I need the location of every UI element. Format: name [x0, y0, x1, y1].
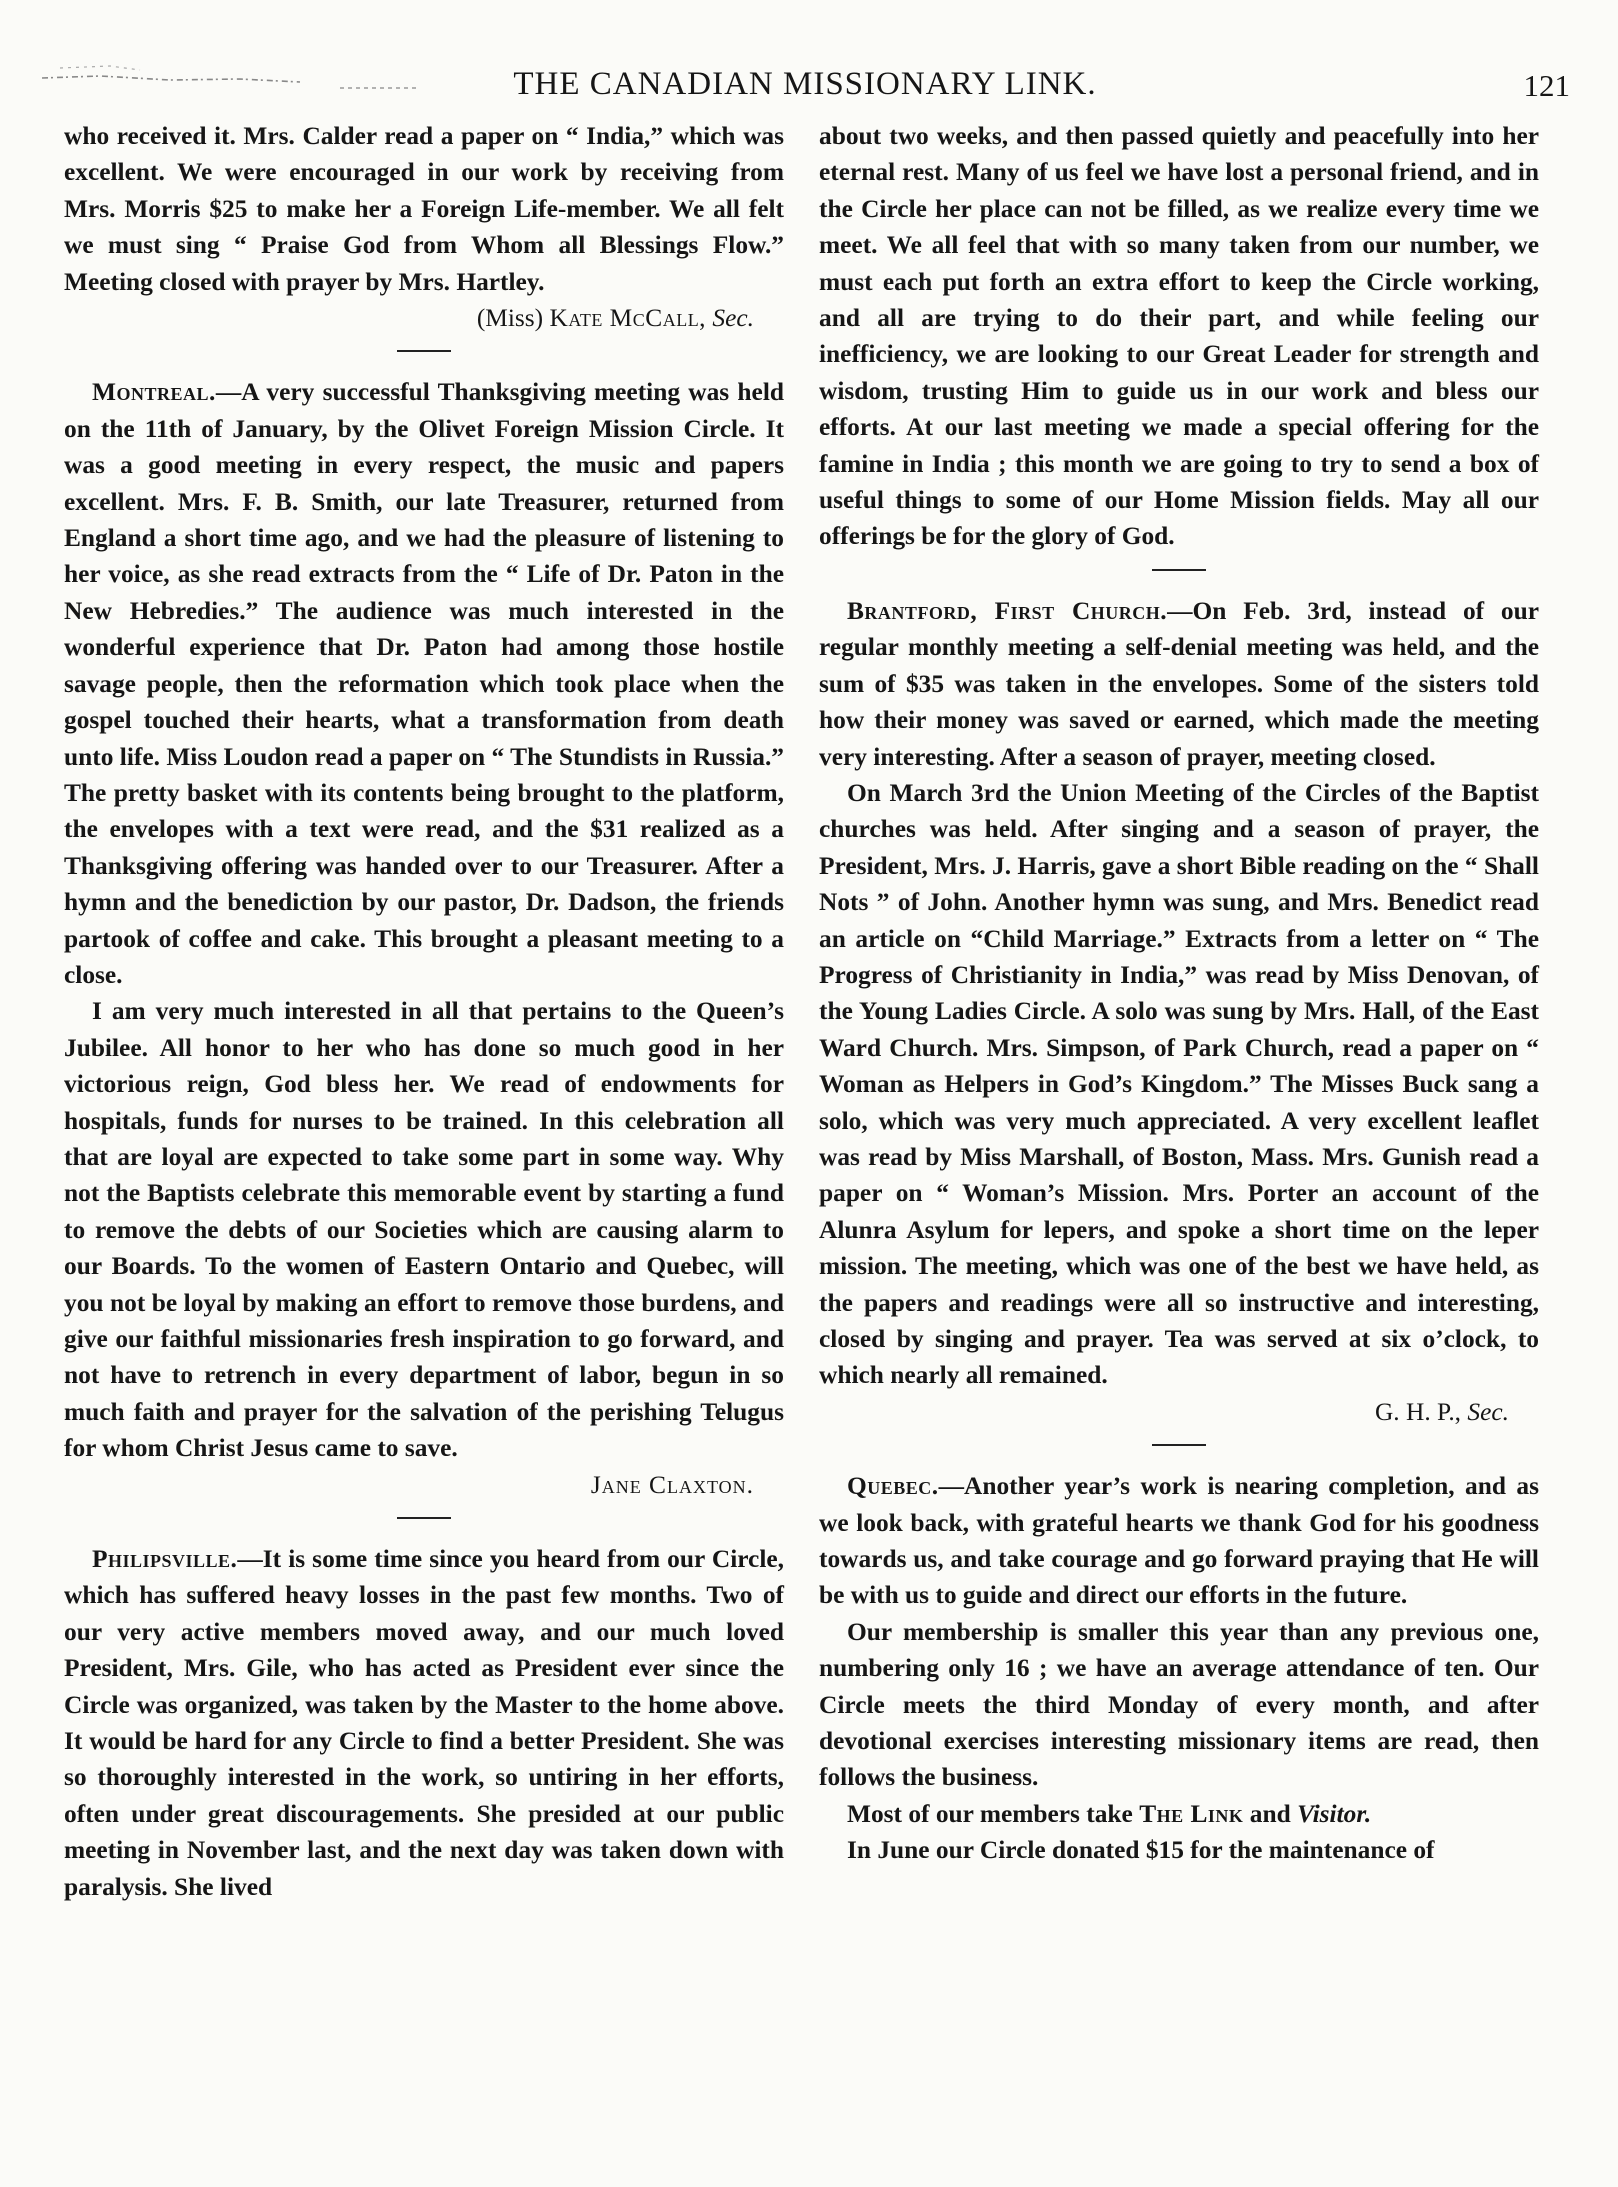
section-divider: [1152, 569, 1206, 571]
place-heading-quebec: Quebec.: [847, 1472, 939, 1501]
section-divider: [397, 1517, 451, 1519]
signature-name: G. H. P.,: [1374, 1397, 1462, 1426]
signature-prefix: (Miss): [476, 304, 544, 333]
publication-visitor: Visitor.: [1297, 1799, 1372, 1828]
page-header: [40, 62, 1570, 112]
place-heading-montreal: Montreal.: [92, 378, 216, 407]
philipsville-text: —It is some time since you heard from our Circle, which has suffered heavy losses in the past few months. Two of our very active members moved away, and our much loved President, Mrs. Gile, who has acted as President ever since the Circle was organized, was taken by the Master to the home above. It would be hard for any Circle to find a better President. She was so thoroughly interested in the work, so untiring in her efforts, often under great discouragements. She presided at our public meeting in November last, and the next day was taken down with paralysis. She lived: [64, 1545, 784, 1901]
paragraph-montreal: [64, 374, 784, 993]
signature-mccall: [64, 300, 784, 336]
journal-title: THE CANADIAN MISSIONARY LINK.: [513, 66, 1097, 102]
paragraph-members-subscriptions: [819, 1796, 1539, 1832]
signature-role: Sec.: [712, 304, 754, 333]
paragraph-calder: who received it. Mrs. Calder read a paper on “ India,” which was excellent. We were encouraged in our work by receiving from Mrs. Morris $25 to make her a Foreign Life-member. We all felt we must sing “ Praise God from Whom all Blessings Flow.” Meeting closed with prayer by Mrs. Hartley.: [64, 122, 784, 296]
members-and: and: [1249, 1799, 1291, 1828]
signature-role: Sec.: [1467, 1397, 1509, 1426]
section-divider: [1152, 1444, 1206, 1446]
brantford-text: —On Feb. 3rd, instead of our regular monthly meeting a self-denial meeting was held, and the sum of $35 was taken in the envelopes. Some of the sisters told how their money was saved or earned, which made the meeting very interesting. After a season of prayer, meeting closed.: [819, 596, 1539, 771]
signature-name: Kate McCall,: [549, 304, 707, 333]
montreal-text: —A very successful Thanksgiving meeting was held on the 11th of January, by the Olivet Foreign Mission Circle. It was a good meeting in every respect, the music and papers excellent. Mrs. F. B. Smith, our late Treasurer, returned from England a short time ago, and we had the pleasure of listening to her voice, as she read extracts from the “ Life of Dr. Paton in the New Hebredies.” The audience was much interested in the wonderful experience that Dr. Paton had among those hostile savage people, then the reformation which took place when the gospel touched their hearts, what a transformation from death unto life. Miss Loudon read a paper on “ The Stundists in Russia.” The pretty basket with its contents being brought to the platform, the envelopes with a text were read, and the $31 realized as a Thanksgiving offering was handed over to our Treasurer. After a hymn and the benediction by our pastor, Dr. Dadson, the friends partook of coffee and cake. This brought a pleasant meeting to a close.: [64, 378, 784, 989]
left-column: [64, 118, 784, 1905]
signature-claxton: Jane Claxton.: [590, 1470, 754, 1499]
signature-ghp: [819, 1394, 1539, 1430]
paragraph-quebec: [819, 1468, 1539, 1614]
paragraph-june: In June our Circle donated $15 for the maintenance of: [847, 1836, 1435, 1865]
paragraph-jubilee: I am very much interested in all that pertains to the Queen’s Jubilee. All honor to her who has done so much good in her victorious reign, God bless her. We read of endowments for hospitals, funds for nurses to be trained. In this celebration all that are loyal are expected to take some part in some way. Why not the Baptists celebrate this memorable event by starting a fund to remove the debts of our Societies which are causing alarm to our Boards. To the women of Eastern Ontario and Quebec, will you not be loyal by making an effort to remove those burdens, and give our faithful missionaries fresh inspiration to go forward, and not have to retrench in every department of labor, begun in so much faith and prayer for the salvation of the perishing Telugus for whom Christ Jesus came to save.: [64, 997, 784, 1463]
paragraph-philipsville: [64, 1541, 784, 1905]
right-column: [819, 118, 1539, 1869]
members-text: Most of our members take: [847, 1799, 1133, 1828]
paragraph-union-meeting: On March 3rd the Union Meeting of the Circles of the Baptist churches was held. After singing and a season of prayer, the President, Mrs. J. Harris, gave a short Bible reading on the “ Shall Nots ” of John. Another hymn was sung, and Mrs. Benedict read an article on “Child Marriage.” Extracts from a letter on “ The Progress of Christianity in India,” was read by Miss Denovan, of the Young Ladies Circle. A solo was sung by Mrs. Hall, of the East Ward Church. Mrs. Simpson, of Park Church, read a paper on “ Woman as Helpers in God’s Kingdom.” The Misses Buck sang a solo, which was very much appreciated. A very excellent leaflet was read by Miss Marshall, of Boston, Mass. Mrs. Gunish read a paper on “ Woman’s Mission. Mrs. Porter an account of the Alunra Asylum for lepers, and spoke a short time on the leper mission. The meeting, which was one of the best we have held, as the papers and readings were all so instructive and interesting, closed by singing and prayer. Tea was served at six o’clock, to which nearly all remained.: [819, 778, 1539, 1390]
paragraph-membership: Our membership is smaller this year than any previous one, numbering only 16 ; we have an average attendance of ten. Our Circle meets the third Monday of every month, and after devotional exercises interesting missionary items are read, then follows the business.: [819, 1617, 1539, 1792]
publication-link: The Link: [1139, 1799, 1244, 1828]
page-number: 121: [1523, 68, 1570, 103]
place-heading-brantford: Brantford, First Church.: [847, 596, 1168, 625]
place-heading-philipsville: Philipsville.: [92, 1545, 238, 1574]
paragraph-brantford: [819, 593, 1539, 775]
section-divider: [397, 350, 451, 352]
quebec-text: —Another year’s work is nearing completion, and as we look back, with grateful hearts we thank God for his goodness towards us, and take courage and go forward praying that He will be with us to guide and direct our efforts in the future.: [819, 1472, 1539, 1610]
paragraph-philipsville-cont: about two weeks, and then passed quietly and peacefully into her eternal rest. Many of us feel we have lost a personal friend, and in the Circle her place can not be filled, as we realize every time we meet. We all feel that with so many taken from our number, we must each put forth an extra effort to keep the Circle working, and all are trying to do their part, and while feeling our inefficiency, we are looking to our Great Leader for strength and wisdom, trusting Him to guide us in our work and bless our efforts. At our last meeting we made a special offering for the famine in India ; this month we are going to try to send a box of useful things to some of our Home Mission fields. May all our offerings be for the glory of God.: [819, 122, 1539, 551]
